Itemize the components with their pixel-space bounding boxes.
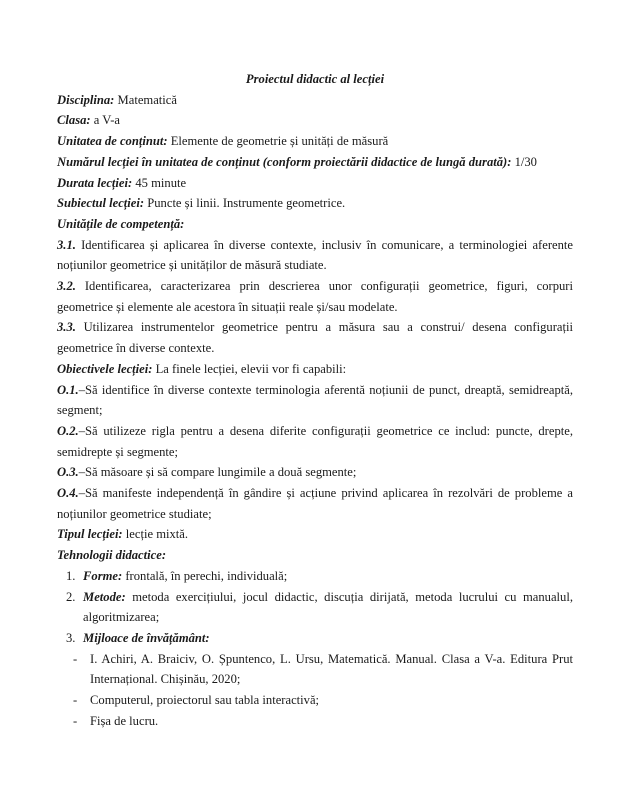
competenta-text: Utilizarea instrumentelor geometrice pentru a măsura sau a construi/ desena configurații geometrice în diverse contexte.: [57, 320, 573, 356]
list-dash: -: [73, 651, 78, 666]
field-tipul: [57, 524, 573, 545]
competenta-code: 3.3.: [57, 320, 76, 335]
field-value: Matematică: [117, 92, 177, 107]
document-title: Proiectul didactic al lecției: [245, 72, 385, 86]
list-number: 3.: [66, 630, 76, 645]
obiectiv-text: –Să identifice în diverse contexte terminologia aferentă noțiunii de punct, dreaptă, semidreaptă, segment;: [57, 382, 573, 418]
mijloc-text: I. Achiri, A. Braiciv, O. Șpuntenco, L. Ursu, Matematică. Manual. Clasa a V-a. Editura Prut Internațional. Chișinău, 2020;: [90, 651, 573, 687]
list-dash: -: [73, 713, 78, 728]
tehnologie-label: Forme:: [83, 568, 123, 583]
field-label: Clasa:: [57, 113, 91, 128]
obiectiv-item: [57, 462, 573, 483]
obiectiv-code: O.3.: [57, 465, 79, 480]
field-disciplina: [57, 90, 573, 111]
field-label: Durata lecției:: [57, 175, 133, 190]
competenta-code: 3.1.: [57, 237, 76, 252]
field-clasa: [57, 110, 573, 131]
competenta-text: Identificarea și aplicarea în diverse contexte, inclusiv în comunicare, a terminologiei aferente noțiunilor geometrice și unităților de măsură studiate.: [57, 237, 573, 273]
competenta-item: [57, 276, 573, 317]
field-durata: [57, 173, 573, 194]
competenta-code: 3.2.: [57, 279, 76, 294]
mijloc-item: [57, 711, 573, 732]
tehnologie-label: Metode:: [83, 589, 126, 604]
obiectiv-item: [57, 483, 573, 524]
tehnologie-item: [57, 628, 573, 649]
tehnologii-heading: Tehnologii didactice:: [57, 548, 167, 563]
field-label: Disciplina:: [57, 92, 115, 107]
list-number: 1.: [66, 568, 76, 583]
field-unitatea: [57, 131, 573, 152]
tehnologie-label: Mijloace de învățământ:: [83, 630, 210, 645]
field-value: 1/30: [514, 154, 537, 169]
field-value: 45 minute: [135, 175, 187, 190]
field-value: Elemente de geometrie și unități de măsură: [170, 134, 389, 149]
document-page: [57, 69, 573, 732]
field-value: a V-a: [93, 113, 120, 128]
competenta-text: Identificarea, caracterizarea prin descrierea unor configurații geometrice, figuri, corpuri geometrice și elemente ale acestora în situații reale și/sau modelate.: [57, 279, 573, 314]
list-dash: -: [73, 693, 78, 708]
tehnologie-item: [57, 587, 573, 628]
field-label: Subiectul lecției:: [57, 196, 145, 211]
obiectiv-code: O.1.: [57, 382, 79, 397]
tehnologie-text: metoda exercițiului, jocul didactic, discuția dirijată, metoda lucrului cu manualul, algoritmizarea;: [83, 589, 573, 625]
field-label: Unitatea de conținut:: [57, 134, 168, 149]
competenta-item: [57, 235, 573, 276]
obiective-label: Obiectivele lecției:: [57, 361, 153, 376]
field-label: Numărul lecției în unitatea de conținut (conform proiectării didactice de lungă durată):: [57, 154, 512, 169]
mijloc-text: Fișa de lucru.: [90, 713, 159, 728]
field-label: Tipul lecției:: [57, 527, 123, 542]
mijloc-item: [57, 649, 573, 690]
obiective-intro: La finele lecției, elevii vor fi capabili:: [155, 361, 347, 376]
field-value: Puncte și linii. Instrumente geometrice.: [147, 196, 346, 211]
obiectiv-text: –Să manifeste independență în gândire și acțiune privind aplicarea în rezolvări de probleme a noțiunilor geometrice studiate;: [57, 486, 573, 521]
obiective-heading: [57, 359, 573, 380]
competente-heading: Unitățile de competență:: [57, 216, 185, 231]
competenta-item: [57, 317, 573, 358]
mijloc-text: Computerul, proiectorul sau tabla interactivă;: [90, 693, 320, 708]
obiectiv-code: O.2.: [57, 423, 79, 438]
tehnologie-item: [57, 566, 573, 587]
field-value: lecție mixtă.: [125, 527, 189, 542]
field-numarul: [57, 152, 573, 173]
tehnologie-text: frontală, în perechi, individuală;: [125, 568, 288, 583]
obiectiv-text: –Să măsoare și să compare lungimile a două segmente;: [78, 465, 357, 480]
mijloc-item: [57, 690, 573, 711]
obiectiv-item: [57, 380, 573, 421]
obiectiv-code: O.4.: [57, 486, 79, 501]
field-subiectul: [57, 193, 573, 214]
obiectiv-item: [57, 421, 573, 462]
list-number: 2.: [66, 589, 76, 604]
obiectiv-text: –Să utilizeze rigla pentru a desena diferite configurații geometrice ce includ: puncte, drepte, semidrepte și segmente;: [57, 423, 573, 459]
